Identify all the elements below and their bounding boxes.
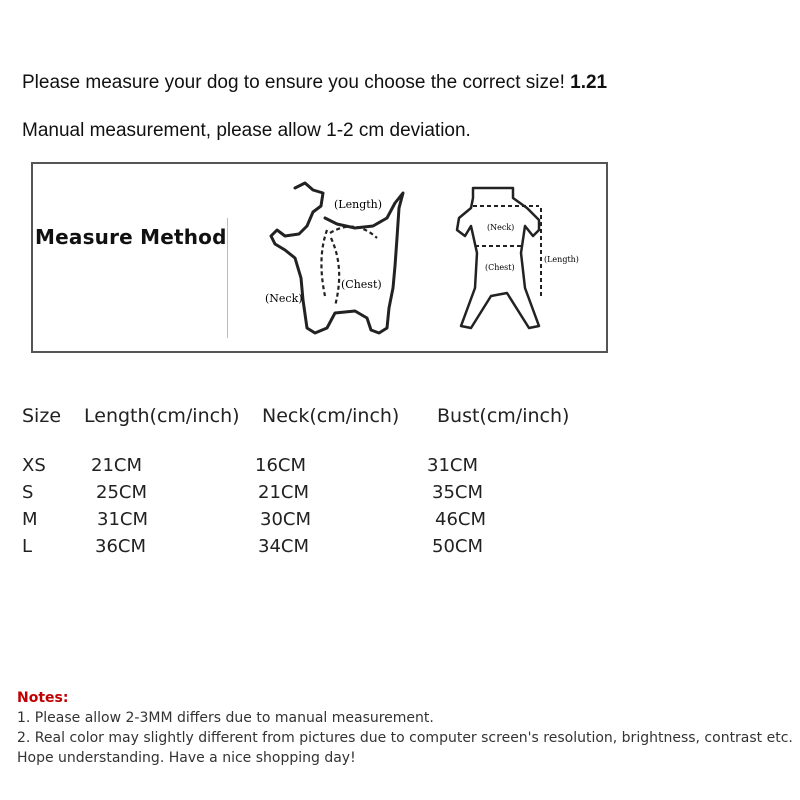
garment-measure-lines [473, 206, 541, 298]
instruction-text: Please measure your dog to ensure you choose the correct size! [22, 72, 565, 93]
panel-divider [227, 218, 228, 338]
header-length: Length(cm/inch) [84, 405, 240, 427]
dog-length-label: (Length) [334, 198, 383, 211]
notes-title: Notes: [17, 690, 69, 706]
table-row-neck: 21CM [258, 482, 310, 503]
garment-outline-icon [457, 188, 539, 328]
table-row-length: 36CM [95, 536, 147, 557]
measure-diagram [255, 178, 595, 348]
dog-neck-label: (Neck) [265, 292, 303, 305]
garment-chest-label: (Chest) [485, 263, 515, 272]
table-row-bust: 46CM [435, 509, 487, 530]
table-row-size: S [22, 482, 34, 503]
garment-length-label: (Length) [544, 255, 579, 264]
header-neck: Neck(cm/inch) [262, 405, 400, 427]
dog-measure-lines [321, 227, 377, 306]
dog-chest-label: (Chest) [341, 278, 382, 291]
table-row-size: XS [22, 455, 46, 476]
version-number: 1.21 [570, 72, 608, 93]
header-size: Size [22, 405, 62, 427]
table-row-bust: 50CM [432, 536, 484, 557]
notes-section [17, 688, 793, 768]
table-row-neck: 34CM [258, 536, 310, 557]
table-row-size: L [22, 536, 33, 557]
size-instruction-heading [22, 72, 607, 94]
garment-neck-label: (Neck) [487, 223, 515, 232]
note-item: 1. Please allow 2-3MM differs due to manual measurement. [17, 710, 434, 726]
table-row-bust: 35CM [432, 482, 484, 503]
table-row-bust: 31CM [427, 455, 479, 476]
table-row-size: M [22, 509, 38, 530]
note-item: 2. Real color may slightly different from pictures due to computer screen's resolution, brightness, contrast etc. [17, 730, 793, 746]
table-row-neck: 30CM [260, 509, 312, 530]
note-item: Hope understanding. Have a nice shopping day! [17, 750, 356, 766]
deviation-note: Manual measurement, please allow 1-2 cm deviation. [22, 120, 471, 141]
table-row-length: 21CM [91, 455, 143, 476]
measure-method-title: Measure Method [35, 225, 227, 249]
header-bust: Bust(cm/inch) [437, 405, 570, 427]
table-row-length: 31CM [97, 509, 149, 530]
table-row-neck: 16CM [255, 455, 307, 476]
table-row-length: 25CM [96, 482, 148, 503]
